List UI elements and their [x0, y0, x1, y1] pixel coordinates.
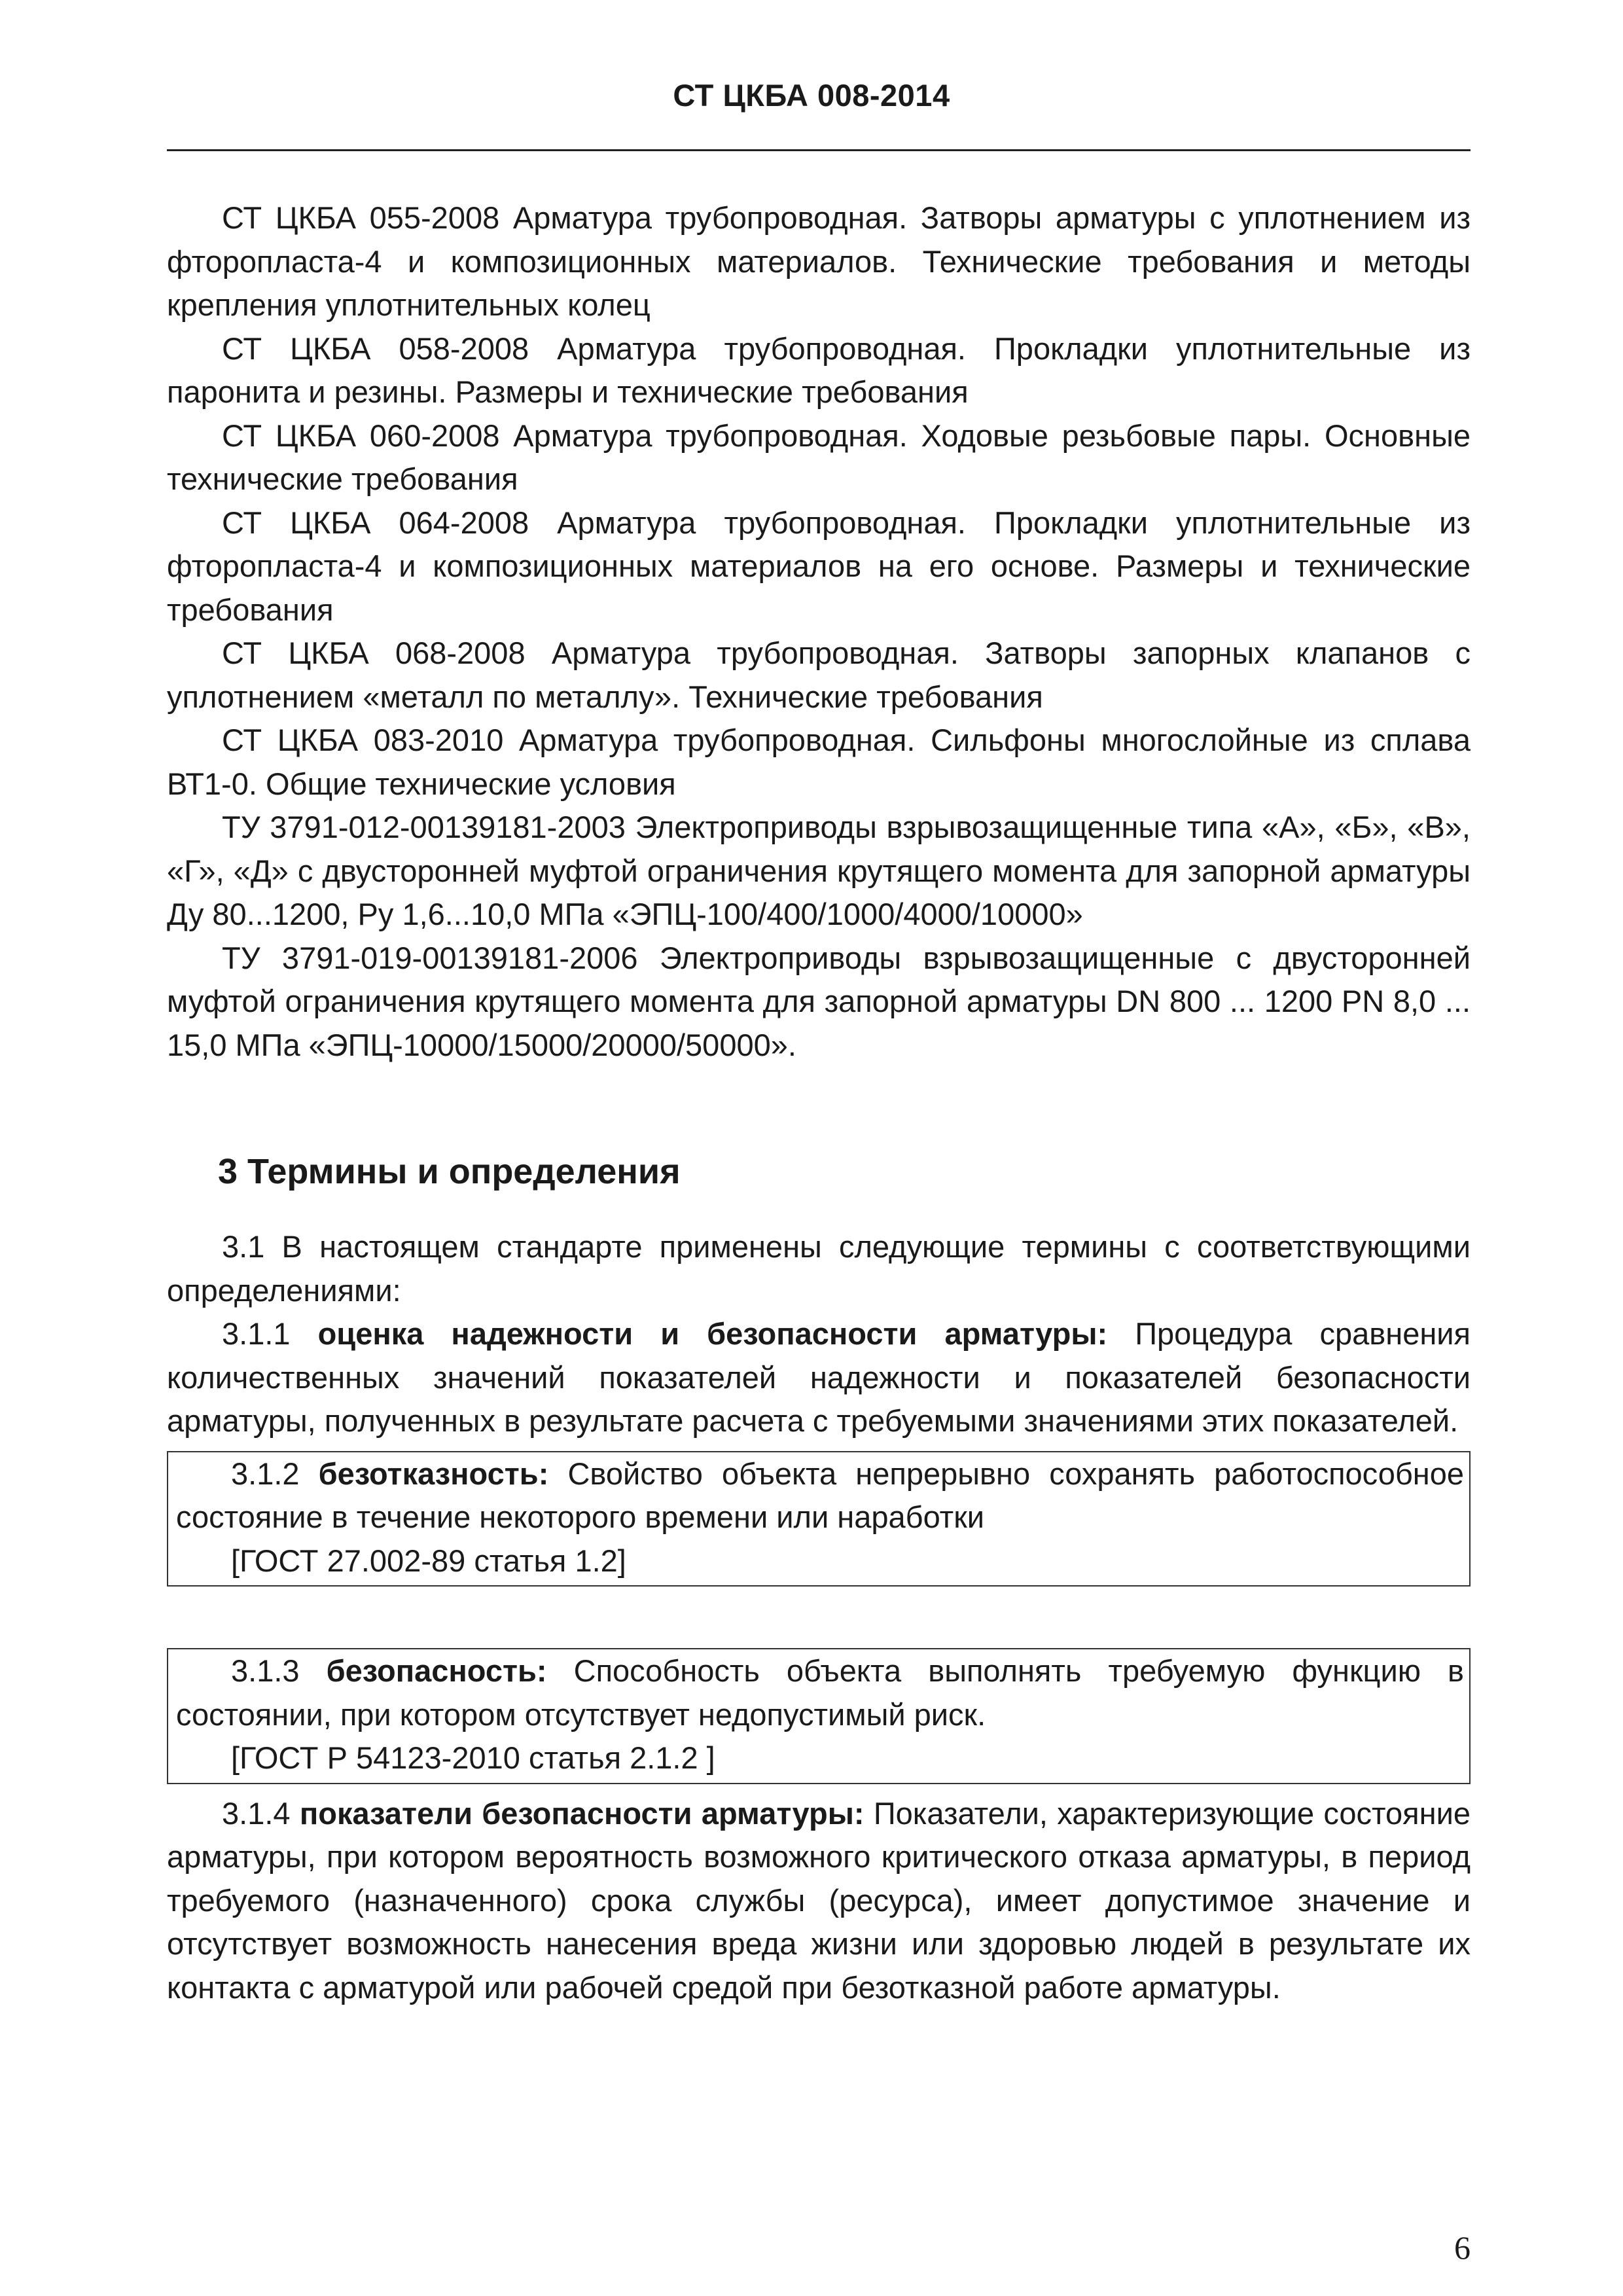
reference-item: СТ ЦКБА 064-2008 Арматура трубопроводная. Прокладки уплотнительные из фторопласта-4 и композиционных материалов на его основе. Размеры и технические требования [167, 505, 1471, 627]
definition-term: безопасность: [326, 1653, 547, 1688]
reference-item: СТ ЦКБА 055-2008 Арматура трубопроводная. Затворы арматуры с уплотнением из фторопласта-4 и композиционных материалов. Технические требования и методы крепления уплотнительных колец [167, 200, 1471, 322]
reference-item: ТУ 3791-012-00139181-2003 Электроприводы взрывозащищенные типа «А», «Б», «В», «Г», «Д» с двусторонней муфтой ограничения крутящего момента для запорной арматуры Ду 80...1200, Ру 1,6...10,0 МПа «ЭПЦ-100/400/1000/4000/10000» [167, 810, 1471, 931]
page-content [167, 196, 1471, 2009]
definition-term: показатели безопасности арматуры: [299, 1795, 865, 1831]
definition-source-ref: [ГОСТ Р 54123-2010 статья 2.1.2 ] [231, 1740, 715, 1775]
page-number: 6 [1454, 2229, 1471, 2266]
definition-3-1-2 [176, 1452, 1464, 1539]
definition-3-1-3 [176, 1649, 1464, 1736]
definition-text: Свойство объекта непрерывно сохранять работоспособное состояние в течение некоторого времени или наработки [176, 1456, 1464, 1534]
reference-item: ТУ 3791-019-00139181-2006 Электроприводы взрывозащищенные с двусторонней муфтой ограничения крутящего момента для запорной арматуры DN 800 ... 1200 PN 8,0 ... 15,0 МПа «ЭПЦ-10000/15000/20000/50000». [167, 940, 1471, 1062]
reference-item: СТ ЦКБА 058-2008 Арматура трубопроводная. Прокладки уплотнительные из паронита и резины. Размеры и технические требования [167, 331, 1471, 409]
header-divider [167, 149, 1471, 151]
references-list [167, 196, 1471, 1067]
reference-item: СТ ЦКБА 060-2008 Арматура трубопроводная. Ходовые резьбовые пары. Основные технические требования [167, 418, 1471, 496]
definition-number: 3.1.2 [231, 1456, 300, 1491]
definition-text: Способность объекта выполнять требуемую функцию в состоянии, при котором отсутствует недопустимый риск. [176, 1653, 1465, 1732]
definition-text: Показатели, характеризующие состояние арматуры, при котором вероятность возможного критического отказа арматуры, в период требуемого (назначенного) срока службы (ресурса), имеет допустимое значение и отсутствует возможность нанесения вреда жизни или здоровью людей в результате их контакта с арматурой или рабочей средой при безотказной работе арматуры. [167, 1795, 1471, 2005]
definition-source-ref: [ГОСТ 27.002-89 статья 1.2] [231, 1543, 626, 1578]
definition-box-3-1-2 [167, 1451, 1471, 1587]
definition-3-1-4 [167, 1792, 1471, 2010]
document-code-header: СТ ЦКБА 008-2014 [673, 78, 950, 113]
definition-number: 3.1.3 [231, 1653, 300, 1688]
definition-3-1-1 [167, 1312, 1471, 1443]
section-intro: 3.1 В настоящем стандарте применены следующие термины с соответствующими определениями: [167, 1229, 1471, 1308]
definition-number: 3.1.4 [222, 1795, 291, 1831]
reference-item: СТ ЦКБА 068-2008 Арматура трубопроводная. Затворы запорных клапанов с уплотнением «металл по металлу». Технические требования [167, 636, 1471, 714]
reference-item: СТ ЦКБА 083-2010 Арматура трубопроводная. Сильфоны многослойные из сплава ВТ1-0. Общие технические условия [167, 723, 1471, 801]
section-heading: 3 Термины и определения [218, 1152, 681, 1191]
definition-term: безотказность: [318, 1456, 549, 1491]
definition-box-3-1-3 [167, 1648, 1471, 1784]
definition-term: оценка надежности и безопасности арматуры: [317, 1316, 1108, 1351]
definition-number: 3.1.1 [222, 1316, 291, 1351]
definition-text: Процедура сравнения количественных значений показателей надежности и показателей безопасности арматуры, полученных в результате расчета с требуемыми значениями этих показателей. [167, 1316, 1471, 1438]
